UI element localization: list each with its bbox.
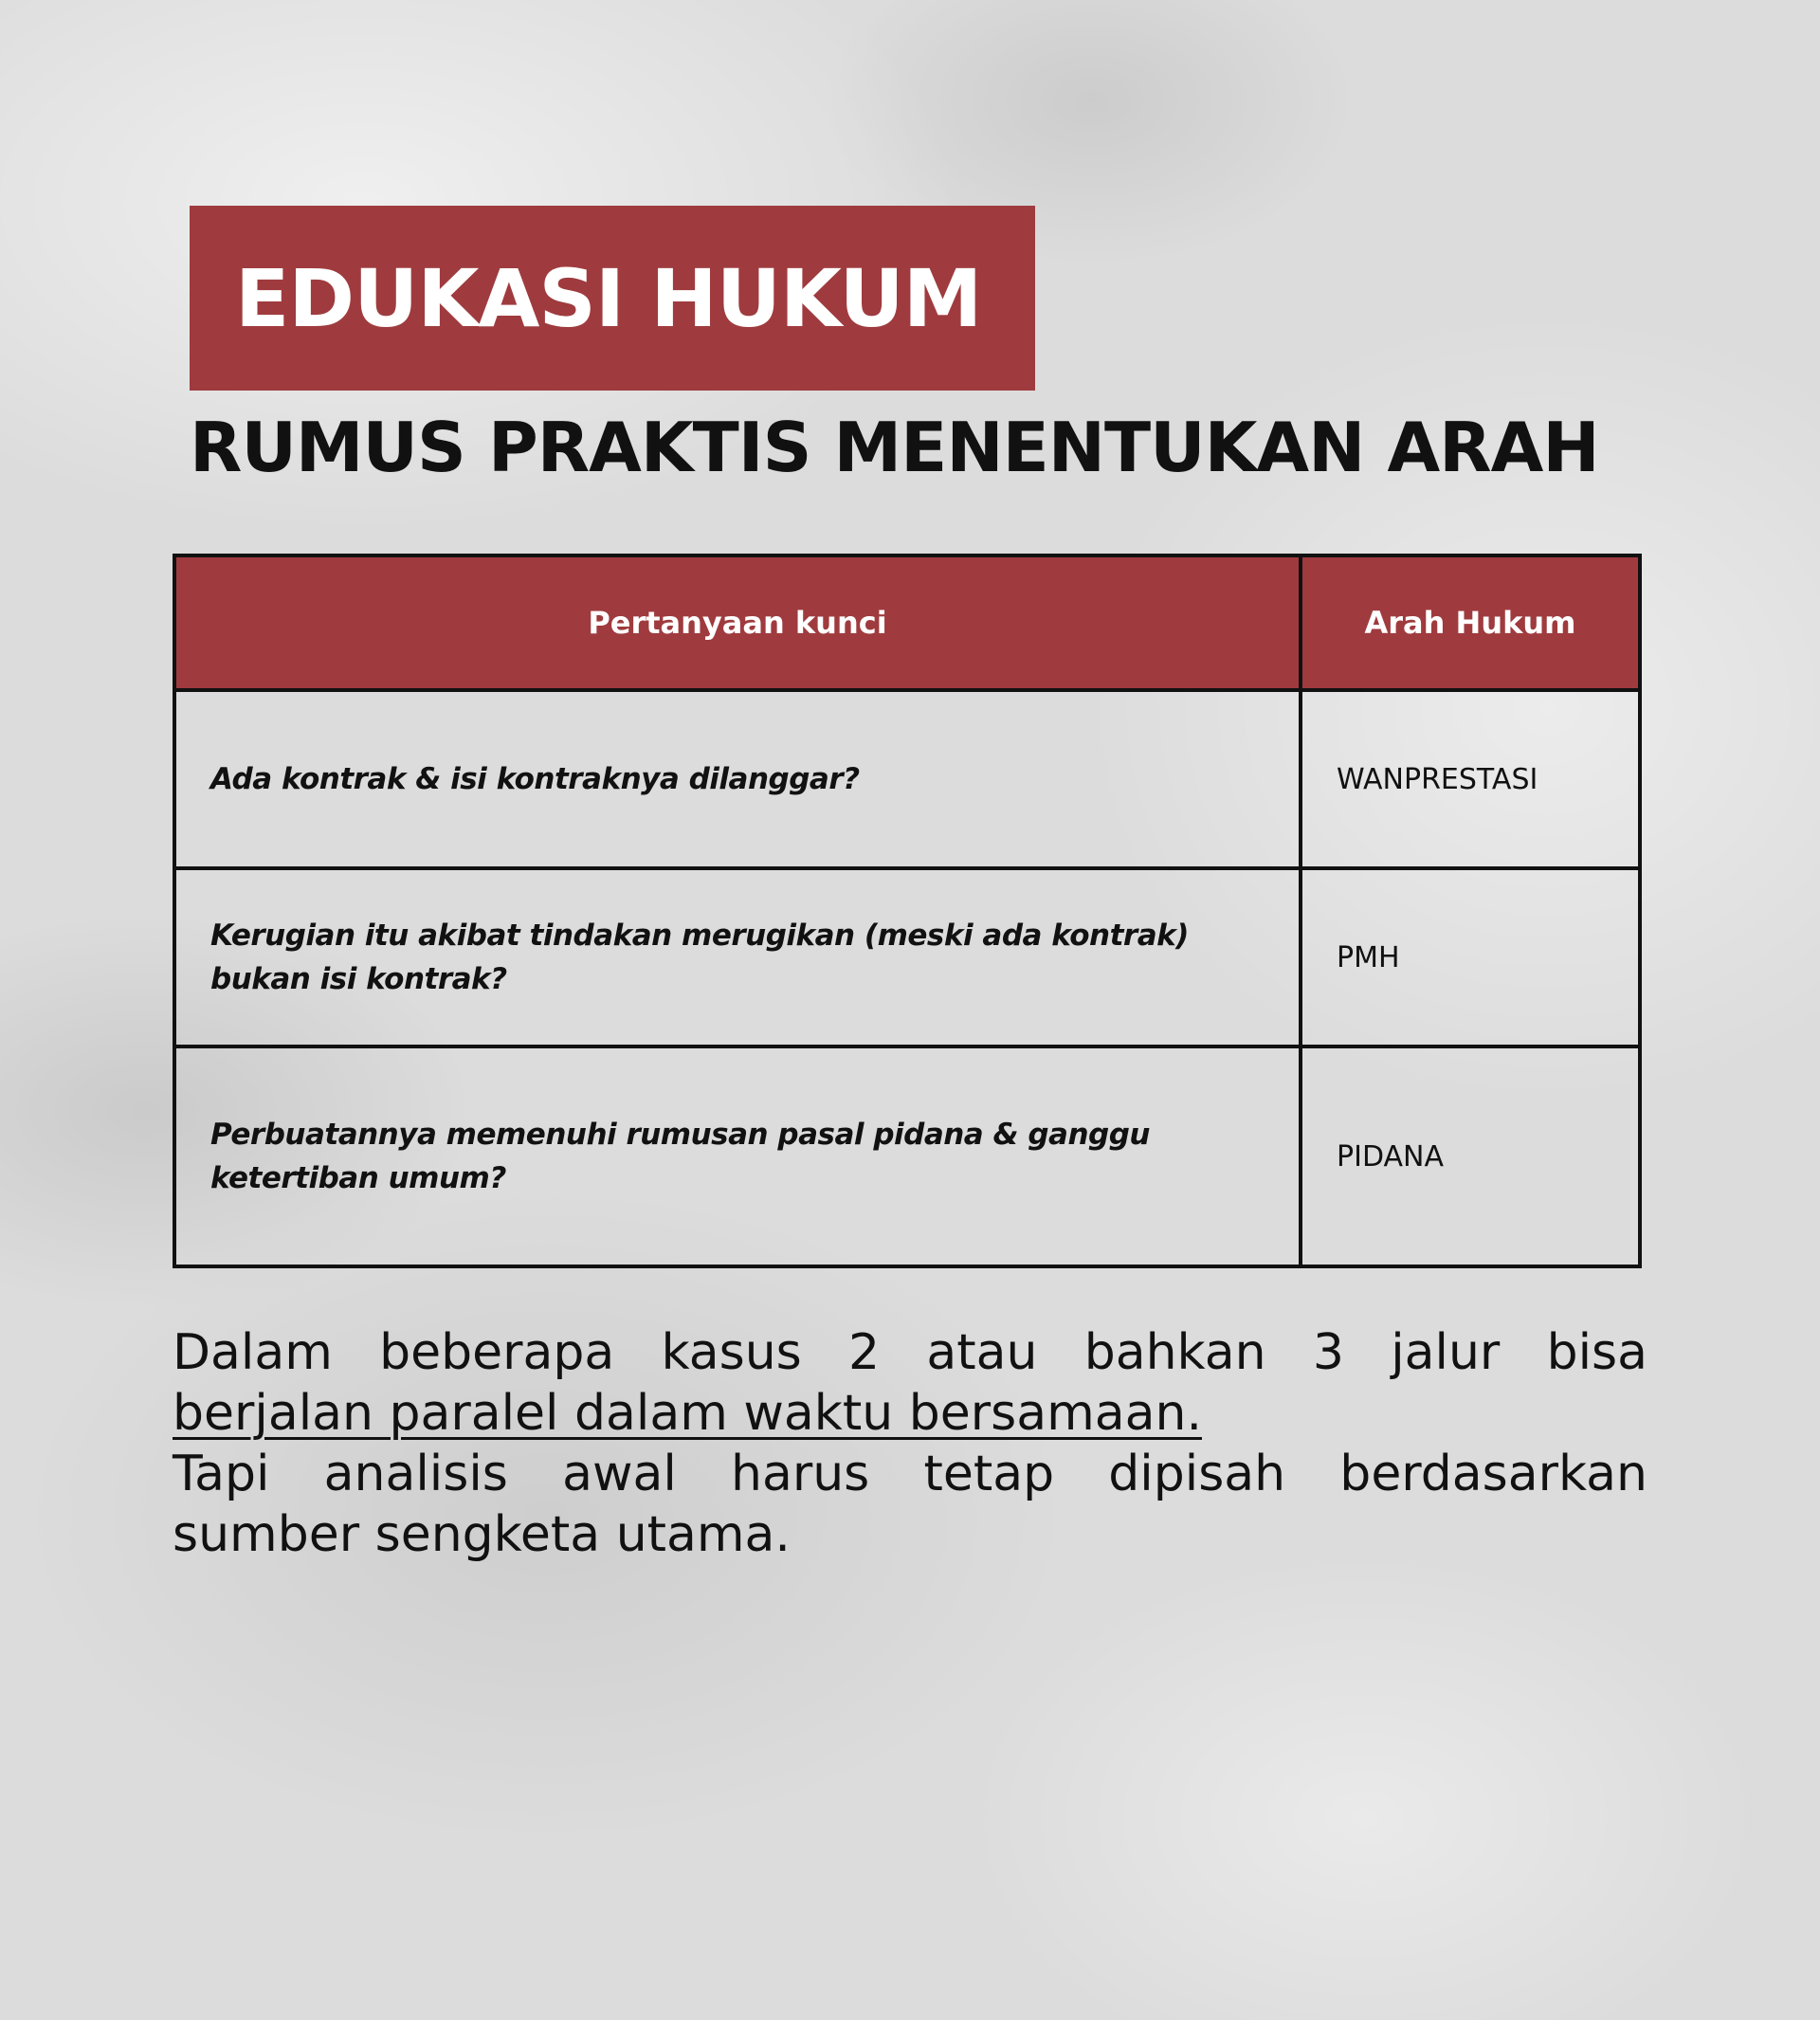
question-cell: Kerugian itu akibat tindakan merugikan (meski ada kontrak) bukan isi kontrak? [174,868,1301,1046]
question-cell: Perbuatannya memenuhi rumusan pasal pidana & ganggu ketertiban umum? [174,1046,1301,1266]
footnote-line: sumber sengketa utama. [173,1506,791,1563]
direction-cell: WANPRESTASI [1301,690,1640,868]
table-row [174,868,1640,1046]
legal-direction-table [173,554,1642,1268]
direction-cell: PMH [1301,868,1640,1046]
table-row [174,1046,1640,1266]
footnote-underlined-line: berjalan paralel dalam waktu bersamaan. [173,1385,1202,1442]
footnote-line: Tapi analisis awal harus tetap dipisah berdasarkan [173,1446,1647,1502]
header-direction: Arah Hukum [1301,555,1640,690]
footnote-paragraph [173,1322,1647,1565]
footnote-line: Dalam beberapa kasus 2 atau bahkan 3 jalur bisa [173,1324,1647,1381]
title-banner [190,206,1035,391]
header-question: Pertanyaan kunci [174,555,1301,690]
table-header-row [174,555,1640,690]
direction-cell: PIDANA [1301,1046,1640,1266]
banner-title: EDUKASI HUKUM [235,251,982,345]
question-cell: Ada kontrak & isi kontraknya dilanggar? [174,690,1301,868]
table-row [174,690,1640,868]
page-subtitle: RUMUS PRAKTIS MENENTUKAN ARAH [190,408,1599,487]
